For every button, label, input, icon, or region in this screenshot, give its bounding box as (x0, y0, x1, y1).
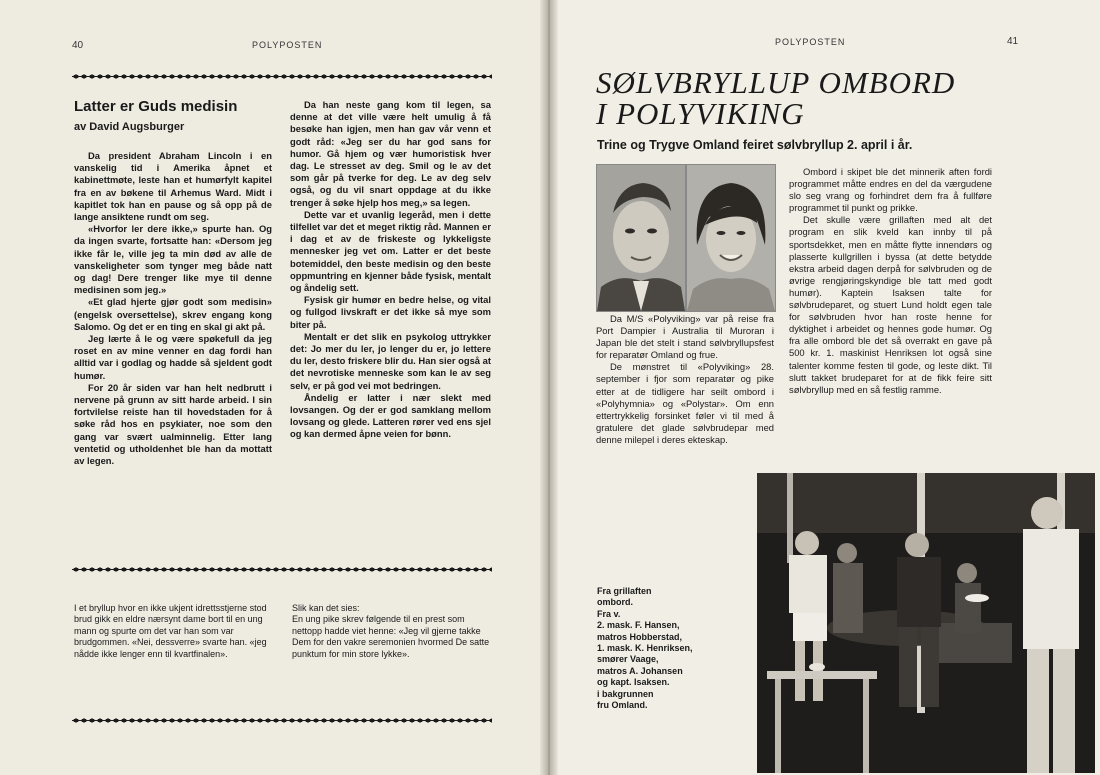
decorative-rule-middle (72, 566, 492, 573)
page-gutter (540, 0, 558, 775)
paragraph: Dette var et uvanlig legeråd, men i dette tilfellet var det et meget riktig råd. Mannen er i dag et av de friskeste og lykkeligste mennesker jeg vet om. Latter er det beste botemiddel, den beste medisin og den beste oppmuntring en kjenner både fysisk, mentalt og åndelig sett. (290, 208, 491, 294)
paragraph: De mønstret til «Polyviking» 28. september i fjor som reparatør og pike etter at de tidligere har seilt ombord i «Polyhymnia» og «Polystar». Om enn ettertrykkelig forsinket føler vi til med å gratulere det glade sølvbrudepar med denne milepel i deres ekteskap. (596, 361, 774, 445)
feature-subtitle: Trine og Trygve Omland feiret sølvbryllup 2. april i år. (597, 138, 913, 152)
page-number-right: 41 (1007, 36, 1019, 47)
caption-line: 2. mask. F. Hansen, (597, 620, 680, 631)
paragraph: Da M/S «Polyviking» var på reise fra Port Dampier i Australia til Muroran i Japan ble det stelt i stand sølvbryllupsfest for reparatør Omland og frue. (596, 313, 774, 361)
left-page (0, 0, 547, 775)
caption-line: Fra grillaften (597, 586, 652, 596)
grill-evening-image (757, 473, 1095, 773)
paragraph: Da han neste gang kom til legen, sa denne at det ville være helt umulig å få besøke han igjen, men han gav vår venn et godt råd: «Jeg ser du har god sans for humor. Gå hjem og vær humoristisk hver dag. Le stresset av deg. Smil og le av det som går på tverke for deg. Le av deg selv også, og du vil snart oppdage at du ikke trenger å søke hjelp hos meg,» sa legen. (290, 99, 491, 208)
running-head-right: POLYPOSTEN (775, 37, 846, 47)
caption-line: 1. mask. K. Henriksen, (597, 643, 693, 654)
paragraph: Åndelig er latter i nær slekt med lovsangen. Og der er god samklang mellom lovsang og glede. Latteren rører ved ens sjel og kan dermed åpne veien for bønn. (290, 391, 491, 440)
caption-line: og kapt. Isaksen. (597, 677, 670, 688)
caption-line: i bakgrunnen (597, 688, 654, 699)
right-page (549, 0, 1100, 775)
article-column-1 (74, 150, 272, 467)
feature-title (596, 67, 955, 129)
paragraph: Det skulle være grillaften med alt det program en slik kveld kan innby til på sportsdekket, men en måtte flytte innendørs og plasserte kullgrillen i byssa (at dette betydde ekstra arbeid dagen derpå for sølvbruden og de øvrige rengjøringskyndige ble tatt med godt humør). Kaptein Isaksen talte for sølvbrudeparet, og stuert Lund holdt egen tale for sølvbruden hvor han roste henne for dyktighet i arbeidet og hennes gode humør. Og fra alle ombord ble det så overrakt en gave på 500 kr. 1. maskinist Henriksen lot også sine talenter komme festen til gode, og leste dikt. Til slutt takket brudeparet for at de fikk feire sitt sølvbryllup med en så festlig ramme. (789, 214, 992, 395)
caption-line: fru Omland. (597, 700, 648, 711)
paragraph: Jeg lærte å le og være spøkefull da jeg roset en av mine venner en dag fordi han alltid var i godlag og hadde så sjeldent godt humør. (74, 333, 272, 381)
caption-line: smører Vaage, (597, 654, 659, 665)
paragraph: Da president Abraham Lincoln i en vanskelig tid i Amerika åpnet et kabinettmøte, leste han et humørfylt kapitel fra en av bøkene til Arhemus Ward. Midt i kapitlet tok han en pause og så opp på de lange ansiktene rundt om seg. (74, 150, 272, 223)
anecdote-column-1 (74, 603, 280, 660)
article-column-2 (290, 99, 491, 441)
caption-line: matros Hobberstad, (597, 631, 683, 642)
feature-column-2 (789, 166, 992, 396)
decorative-rule-top (72, 73, 492, 80)
article-byline: av David Augsburger (74, 121, 185, 133)
feature-column-1 (596, 313, 774, 446)
running-head-left: POLYPOSTEN (252, 40, 323, 50)
portrait-man-image (597, 165, 685, 311)
portrait-trygve-omland (596, 164, 686, 312)
page-number-left: 40 (72, 40, 84, 51)
paragraph: Ombord i skipet ble det minnerik aften fordi programmet måtte endres en del da værgudene slo seg vrang og forhindret dem fra å fullføre programmet til punkt og prikke. (789, 166, 992, 214)
paragraph: Fysisk gir humør en bedre helse, og vital og fullgod livskraft er det ikke så mye som biter på. (290, 294, 491, 330)
portrait-trine-omland (686, 164, 776, 312)
photo-caption (597, 586, 693, 711)
caption-line: matros A. Johansen (597, 665, 683, 676)
caption-line: ombord. (597, 597, 633, 608)
anecdote-column-2 (292, 603, 494, 660)
anecdote-text: I et bryllup hvor en ikke ukjent idrettsstjerne stod brud gikk en eldre nærsynt dame bort til en ung mann og spurte om det var han som var brudgommen. «Nei, dessverre» svarte han. «jeg nådde ikke lenger enn til kvartfinalen». (74, 603, 267, 659)
grill-evening-photo (757, 473, 1095, 773)
decorative-rule-bottom (72, 717, 492, 724)
paragraph: «Et glad hjerte gjør godt som medisin» (engelsk oversettelse), skrev engang kong Salomo. Og det er en ting en skal gi akt på. (74, 296, 272, 332)
article-title: Latter er Guds medisin (74, 98, 238, 115)
anecdote-text: En ung pike skrev følgende til en prest som nettopp hadde viet henne: «Jeg vil gjerne takke Dem for den vakre seremonien hvormed De satte punktum for min store lykke». (292, 614, 490, 659)
paragraph: For 20 år siden var han helt nedbrutt i nervene på grunn av sitt harde arbeid. I sin fortvilelse reiste han til hovedstaden for å søke råd hos en psykiater, noe som den gang var svært ualminnelig. Etter lang ventetid og utholdenhet ble han da mottatt av legen. (74, 381, 272, 467)
portrait-woman-image (687, 165, 775, 311)
feature-title-line-1: SØLVBRYLLUP OMBORD (596, 65, 956, 100)
feature-title-line-2: I POLYVIKING (596, 96, 805, 131)
anecdote-heading: Slik kan det sies: (292, 603, 360, 613)
paragraph: Mentalt er det slik en psykolog uttrykker det: Jo mer du ler, jo lenger du er, jo lettere du ler, desto friskere blir du. Han sier også at det nevrotiske menneske som kan le av seg selv, er på god vei mot bedringen. (290, 330, 491, 391)
caption-line: Fra v. (597, 608, 621, 619)
paragraph: «Hvorfor ler dere ikke,» spurte han. Og da ingen svarte, fortsatte han: «Dersom jeg ikke får le, ville jeg ta min død av alle de vanskeligheter som tynger meg både natt og dag! Dere trenger like mye til denne medisinen som jeg.» (74, 223, 272, 296)
